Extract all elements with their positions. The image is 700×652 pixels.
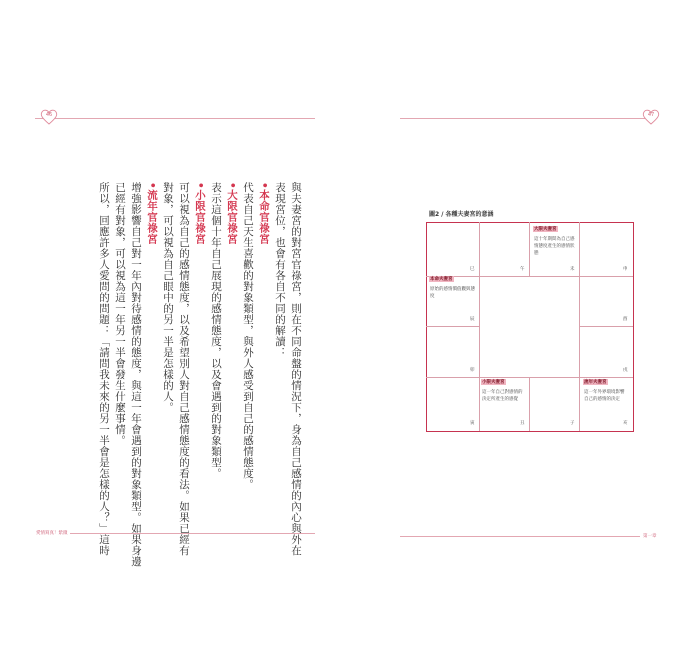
right-top-rule xyxy=(400,118,645,119)
grid-line xyxy=(579,326,633,327)
body-text-column: 已經有對象，可以視為這一年另一半會發生什麼事情。 xyxy=(114,182,126,446)
section-heading: •流年官祿宮 xyxy=(146,182,158,245)
section-heading: •本命官祿宮 xyxy=(258,182,270,245)
grid-line xyxy=(529,222,530,276)
right-heart-icon xyxy=(642,109,660,125)
benming-label: 本命夫妻宮 xyxy=(430,277,453,282)
body-text-column: 所以，回應許多人愛問的問題：「請問我未來的另一半會是怎樣的人？」這時 xyxy=(98,182,110,556)
branch-wei: 未 xyxy=(570,267,575,272)
section-heading: •大限官祿宮 xyxy=(226,182,238,245)
grid-line xyxy=(426,276,633,277)
right-bottom-rule xyxy=(400,536,640,537)
body-text-column: 可以視為自己的感情態度，以及希望別人對自己感情態度的看法。如果已經有 xyxy=(178,182,190,556)
body-text-column: 增強影響自己對一年內對待感情的態度，與這一年會遇到的對象類型。如果身邊 xyxy=(130,182,142,567)
xiaoxian-desc: 這一年自己對感情的決定所產生的感覺 xyxy=(482,390,523,402)
branch-chou: 丑 xyxy=(520,421,525,426)
left-page-number: 46 xyxy=(45,112,53,118)
body-text-column: 與夫妻宮的對宮官祿宮，則在不同命盤的情況下，身為自己感情的內心與外在 xyxy=(290,182,302,556)
grid-line xyxy=(529,377,530,431)
grid-line xyxy=(426,377,633,378)
figure-title: 圖2 / 各種夫妻宮的意涵 xyxy=(429,211,494,218)
right-footer: 第一章 xyxy=(643,534,657,539)
body-text-column: 對象，可以視為自己眼中的另一半是怎樣的人。 xyxy=(162,182,174,413)
liunian-desc: 這一年外界環境影響自己的感情的決定 xyxy=(584,390,625,402)
liunian-label: 流年夫妻宮 xyxy=(584,380,607,385)
right-page-number: 47 xyxy=(647,112,655,118)
daxian-label: 大限夫妻宮 xyxy=(534,227,557,232)
branch-yin: 寅 xyxy=(470,421,475,426)
xiaoxian-label: 小限夫妻宮 xyxy=(482,380,505,385)
grid-line xyxy=(426,326,480,327)
daxian-desc: 這十年期間為自己感情態度產生的感情狀態 xyxy=(534,237,575,256)
section-heading: •小限官祿宮 xyxy=(194,182,206,245)
left-heart-icon xyxy=(40,109,58,125)
branch-chen: 辰 xyxy=(470,317,475,322)
left-footer: 愛情寫真！紫微 xyxy=(36,531,68,536)
branch-si: 巳 xyxy=(470,267,475,272)
branch-you: 酉 xyxy=(623,317,628,322)
benming-desc: 原始的感情價值觀與態度 xyxy=(430,287,475,299)
branch-hai: 亥 xyxy=(623,421,628,426)
body-text-column: 表現宮位，也會有各自不同的解讀： xyxy=(274,182,286,358)
branch-xu: 戌 xyxy=(623,368,628,373)
branch-zi: 子 xyxy=(570,421,575,426)
branch-wu: 午 xyxy=(520,267,525,272)
body-text-column: 代表自己天生喜歡的對象類型，與外人感受到自己的感情態度。 xyxy=(242,182,254,490)
branch-mao: 卯 xyxy=(470,368,475,373)
branch-shen: 申 xyxy=(623,267,628,272)
body-text-column: 表示這個十年自己展現的感情態度，以及會遇到的對象類型。 xyxy=(210,182,222,479)
left-top-rule xyxy=(35,118,315,119)
